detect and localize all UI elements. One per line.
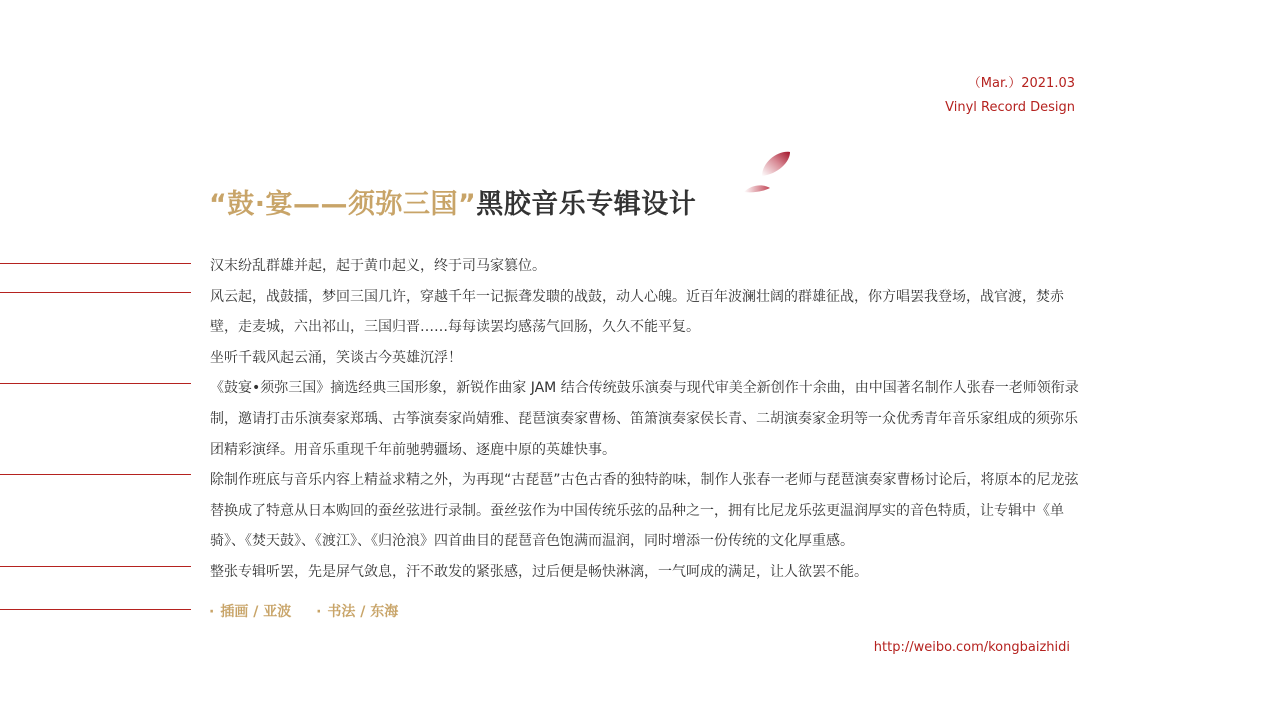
divider-line [0,609,191,610]
date-label: （Mar.）2021.03 [967,76,1075,91]
credit-text: 插画 / 亚波 [220,604,292,620]
divider-line [0,474,191,475]
paragraph: 除制作班底与音乐内容上精益求精之外，为再现“古琵琶”古色古香的独特韵味，制作人张春一老师与琵琶演奏家曹杨讨论后，将原本的尼龙弦替换成了特意从日本购回的蚕丝弦进行录制。蚕丝弦作为中国传统乐弦的品种之一，拥有比尼龙乐弦更温润厚实的音色特质，让专辑中《单骑》、《焚天鼓》、《渡江》、《归沧浪》四首曲目的琵琶音色饱满而温润，同时增添一份传统的文化厚重感。 [210,472,1079,550]
title-highlight: “鼓·宴——须弥三国” [209,189,477,220]
weibo-link[interactable]: http://weibo.com/kongbaizhidi [873,640,1070,655]
divider-line [0,566,191,567]
paragraph: 《鼓宴•须弥三国》摘选经典三国形象，新锐作曲家 JAM 结合传统鼓乐演奏与现代审美全新创作十余曲，由中国著名制作人张春一老师领衔录制，邀请打击乐演奏家郑瑀、古筝演奏家尚婧雅、琵琶演奏家曹杨、笛箫演奏家侯长青、二胡演奏家金玥等一众优秀青年音乐家组成的须弥乐团精彩演绎。用音乐重现千年前驰骋疆场、逐鹿中原的英雄快事。 [210,380,1079,458]
title-rest: 黑胶音乐专辑设计 [476,189,697,220]
divider-line [0,263,191,264]
paragraph: 汉末纷乱群雄并起，起于黄巾起义，终于司马家篡位。 [210,258,546,274]
page-title [209,182,696,221]
bullet-dot: · [209,604,215,620]
credit-calligraphy [316,604,398,620]
paragraph: 整张专辑听罢，先是屏气敛息，汗不敢发的紧张感，过后便是畅快淋漓，一气呵成的满足，让人欲罢不能。 [210,563,868,580]
paragraph: 坐听千载风起云涌，笑谈古今英雄沉浮！ [210,349,462,366]
article-body [210,251,1080,588]
credit-text: 书法 / 东海 [327,604,399,620]
subtitle-label: Vinyl Record Design [945,100,1075,115]
divider-line [0,383,191,384]
petal-decoration-icon [738,146,798,198]
bullet-dot: · [316,604,322,620]
credits [209,601,418,621]
credit-illustration [209,604,291,620]
divider-line [0,292,191,293]
paragraph: 风云起，战鼓擂，梦回三国几许，穿越千年一记振聋发聩的战鼓，动人心魄。近百年波澜壮阔的群雄征战，你方唱罢我登场，战官渡，焚赤壁，走麦城，六出祁山，三国归晋……每每读罢均感荡气回肠，久久不能平复。 [210,288,1064,336]
